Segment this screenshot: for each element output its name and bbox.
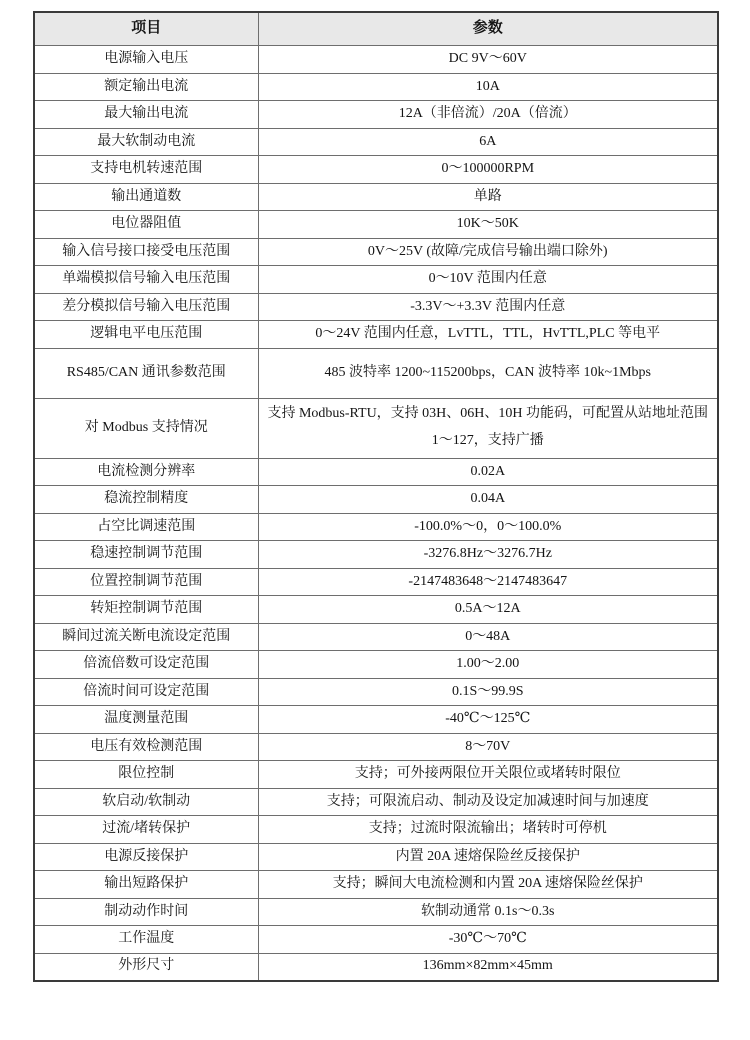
table-row [34, 486, 718, 514]
item-cell: 转矩控制调节范围 [34, 596, 258, 624]
value-cell: -30℃～70℃ [258, 926, 718, 954]
item-cell: 稳流控制精度 [34, 486, 258, 514]
value-cell: 支持；可限流启动、制动及设定加减速时间与加速度 [258, 788, 718, 816]
item-cell: 外形尺寸 [34, 953, 258, 981]
table-row [34, 348, 718, 398]
table-row [34, 183, 718, 211]
table-row [34, 953, 718, 981]
table-row [34, 623, 718, 651]
value-cell: 12A（非倍流）/20A（倍流） [258, 101, 718, 129]
value-cell: 单路 [258, 183, 718, 211]
value-cell: 内置 20A 速熔保险丝反接保护 [258, 843, 718, 871]
table-row [34, 293, 718, 321]
value-cell: 软制动通常 0.1s～0.3s [258, 898, 718, 926]
value-cell: 8～70V [258, 733, 718, 761]
value-cell: 支持；过流时限流输出；堵转时可停机 [258, 816, 718, 844]
item-cell: 最大输出电流 [34, 101, 258, 129]
value-cell: -3276.8Hz～3276.7Hz [258, 541, 718, 569]
table-row [34, 513, 718, 541]
item-cell: 额定输出电流 [34, 73, 258, 101]
value-cell: 0.1S～99.9S [258, 678, 718, 706]
table-row [34, 46, 718, 74]
value-cell: 0V～25V (故障/完成信号输出端口除外) [258, 238, 718, 266]
item-cell: 对 Modbus 支持情况 [34, 398, 258, 458]
item-cell: 稳速控制调节范围 [34, 541, 258, 569]
item-cell: 输出短路保护 [34, 871, 258, 899]
table-row [34, 898, 718, 926]
value-cell: 0.02A [258, 458, 718, 486]
item-cell: 支持电机转速范围 [34, 156, 258, 184]
table-row [34, 568, 718, 596]
value-cell: 0.5A～12A [258, 596, 718, 624]
table-row [34, 706, 718, 734]
value-cell: -100.0%～0，0～100.0% [258, 513, 718, 541]
table-row [34, 541, 718, 569]
value-cell: -3.3V～+3.3V 范围内任意 [258, 293, 718, 321]
item-cell: 输出通道数 [34, 183, 258, 211]
item-cell: 位置控制调节范围 [34, 568, 258, 596]
item-cell: 差分模拟信号输入电压范围 [34, 293, 258, 321]
item-cell: 限位控制 [34, 761, 258, 789]
item-cell: 占空比调速范围 [34, 513, 258, 541]
table-row [34, 128, 718, 156]
value-cell: 10A [258, 73, 718, 101]
value-cell: 支持 Modbus-RTU，支持 03H、06H、10H 功能码，可配置从站地址范围 1～127，支持广播 [258, 398, 718, 458]
value-cell: 支持；瞬间大电流检测和内置 20A 速熔保险丝保护 [258, 871, 718, 899]
value-cell: 485 波特率 1200~115200bps，CAN 波特率 10k~1Mbps [258, 348, 718, 398]
item-cell: 单端模拟信号输入电压范围 [34, 266, 258, 294]
table-row [34, 733, 718, 761]
item-cell: 电源反接保护 [34, 843, 258, 871]
value-cell: 6A [258, 128, 718, 156]
table-row [34, 458, 718, 486]
item-cell: 制动动作时间 [34, 898, 258, 926]
table-row [34, 211, 718, 239]
item-cell: 软启动/软制动 [34, 788, 258, 816]
spec-table [33, 11, 719, 982]
item-cell: 倍流倍数可设定范围 [34, 651, 258, 679]
item-cell: 工作温度 [34, 926, 258, 954]
item-cell: 最大软制动电流 [34, 128, 258, 156]
item-cell: 逻辑电平电压范围 [34, 321, 258, 349]
table-row [34, 871, 718, 899]
item-cell: 瞬间过流关断电流设定范围 [34, 623, 258, 651]
item-cell: RS485/CAN 通讯参数范围 [34, 348, 258, 398]
value-cell: 0～24V 范围内任意，LvTTL，TTL，HvTTL,PLC 等电平 [258, 321, 718, 349]
table-row [34, 596, 718, 624]
table-row [34, 73, 718, 101]
table-row [34, 101, 718, 129]
value-cell: 1.00～2.00 [258, 651, 718, 679]
item-cell: 温度测量范围 [34, 706, 258, 734]
value-cell: -2147483648～2147483647 [258, 568, 718, 596]
value-cell: 0.04A [258, 486, 718, 514]
table-row [34, 651, 718, 679]
table-row [34, 788, 718, 816]
value-cell: 136mm×82mm×45mm [258, 953, 718, 981]
item-cell: 电位器阻值 [34, 211, 258, 239]
table-row [34, 238, 718, 266]
table-row [34, 321, 718, 349]
table-row [34, 926, 718, 954]
table-row [34, 843, 718, 871]
table-row [34, 816, 718, 844]
table-row [34, 398, 718, 458]
value-cell: 支持；可外接两限位开关限位或堵转时限位 [258, 761, 718, 789]
item-cell: 过流/堵转保护 [34, 816, 258, 844]
item-cell: 电源输入电压 [34, 46, 258, 74]
table-row [34, 678, 718, 706]
header-row [34, 12, 718, 46]
value-cell: 10K～50K [258, 211, 718, 239]
table-row [34, 266, 718, 294]
column-header-param: 参数 [258, 12, 718, 46]
table-row [34, 156, 718, 184]
value-cell: 0～100000RPM [258, 156, 718, 184]
value-cell: 0～10V 范围内任意 [258, 266, 718, 294]
table-row [34, 761, 718, 789]
item-cell: 电压有效检测范围 [34, 733, 258, 761]
item-cell: 电流检测分辨率 [34, 458, 258, 486]
value-cell: DC 9V～60V [258, 46, 718, 74]
column-header-item: 项目 [34, 12, 258, 46]
item-cell: 输入信号接口接受电压范围 [34, 238, 258, 266]
value-cell: 0～48A [258, 623, 718, 651]
item-cell: 倍流时间可设定范围 [34, 678, 258, 706]
value-cell: -40℃～125℃ [258, 706, 718, 734]
